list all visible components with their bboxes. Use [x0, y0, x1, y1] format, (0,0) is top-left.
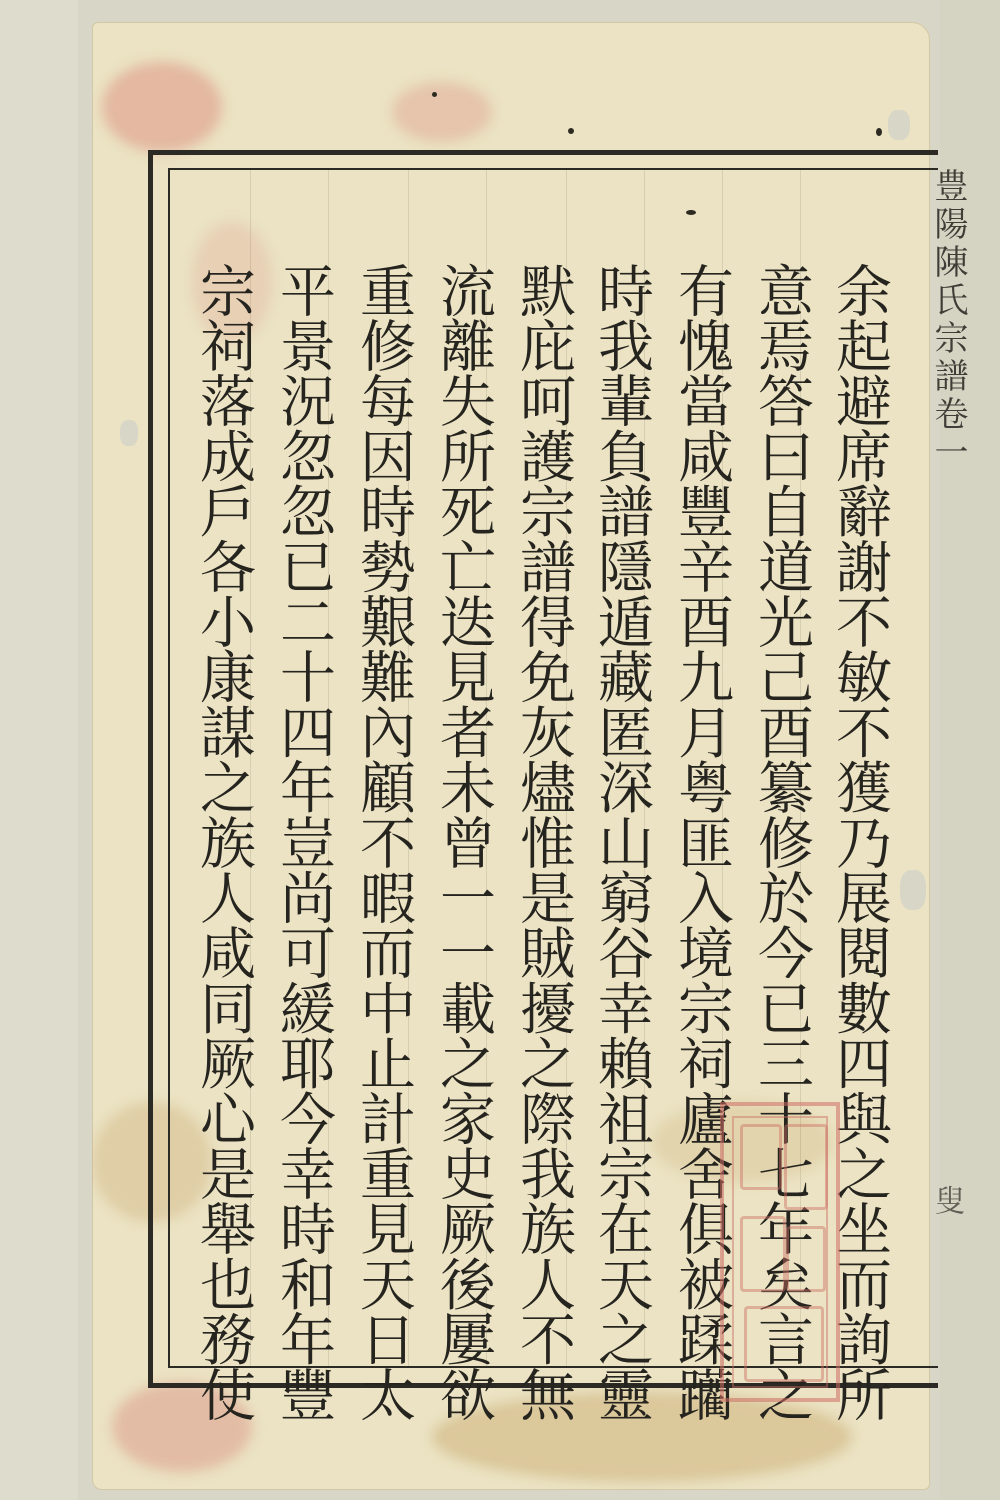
text-column-9: 宗祠落成戶各小康謀之族人咸同厥心是舉也務使 — [191, 262, 256, 1422]
text-column-5: 默庇呵護宗譜得免灰燼惟是賊擾之際我族人不無 — [511, 262, 576, 1422]
margin-header: 豊陽陳氏宗譜卷一 — [928, 168, 968, 472]
text-column-1: 余起避席辭謝不敏不獲乃展閱數四與之坐而詢所 — [827, 262, 892, 1422]
text-column-6: 流離失所死亡迭見者未曾一一載之家史厥後屢欲 — [431, 262, 496, 1422]
text-column-7: 重修每因時勢艱難內顧不暇而中止計重見天日太 — [351, 262, 416, 1422]
text-column-2: 意焉答曰自道光己酉纂修於今已三十七年矣言之 — [749, 262, 814, 1422]
seal-glyph — [786, 1226, 826, 1292]
text-column-8: 平景況忽忽已二十四年豈尚可緩耶今幸時和年豐 — [271, 262, 336, 1422]
margin-mark: 叟 — [929, 1185, 964, 1215]
ink-speck — [876, 128, 882, 136]
seal-glyph — [740, 1124, 782, 1190]
paper-hole — [900, 870, 926, 910]
seal-glyph — [744, 1306, 824, 1382]
ink-speck — [432, 92, 437, 97]
paper-hole — [120, 420, 138, 446]
text-column-4: 時我輩負譜隱遁藏匿深山窮谷幸賴祖宗在天之靈 — [589, 262, 654, 1422]
collector-seal — [720, 1102, 840, 1402]
seal-glyph — [740, 1216, 786, 1292]
paper-hole — [888, 110, 910, 140]
seal-glyph — [784, 1124, 828, 1210]
ink-speck — [686, 210, 696, 215]
ink-speck — [568, 128, 574, 134]
stain — [102, 62, 222, 152]
text-column-3: 有愧當咸豐辛酉九月粤匪入境宗祠廬舍俱被蹂躪 — [669, 262, 734, 1422]
stain — [392, 82, 492, 142]
background-board-left — [0, 0, 78, 1500]
